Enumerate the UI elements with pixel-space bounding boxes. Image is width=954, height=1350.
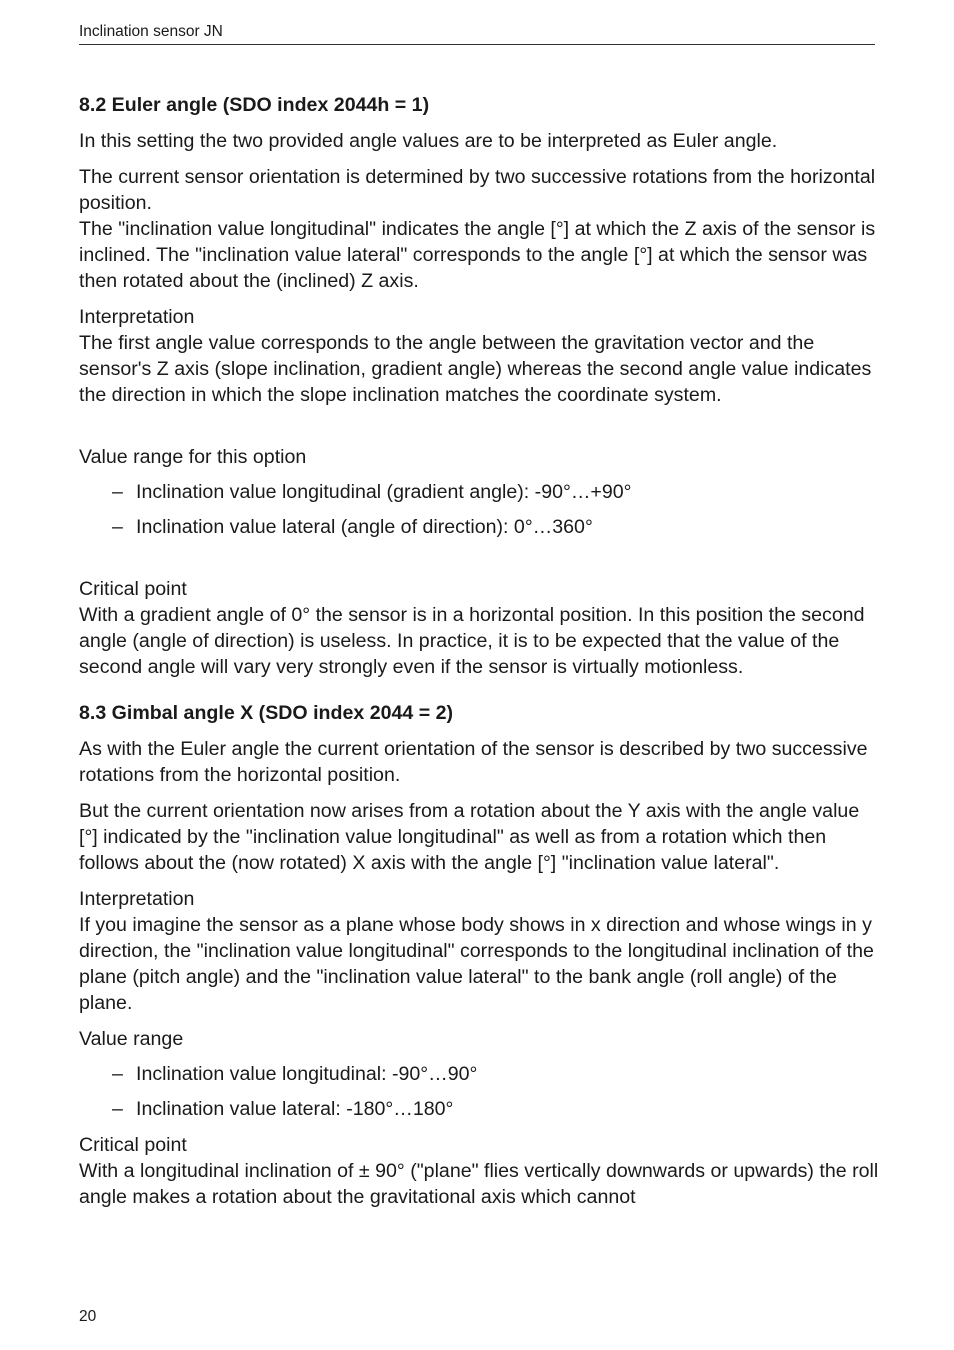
paragraph: In this setting the two provided angle values are to be interpreted as Euler angle. [79, 130, 778, 152]
list-marker: – [112, 1063, 123, 1085]
paragraph: As with the Euler angle the current orientation of the sensor is described by two successive rotations from the horizontal position. [79, 738, 868, 786]
page-number: 20 [79, 1308, 97, 1325]
list-item [79, 479, 879, 505]
list-item [79, 1096, 879, 1122]
list-item-text: Inclination value longitudinal: -90°…90° [136, 1063, 478, 1085]
list-item-text: Inclination value longitudinal (gradient angle): -90°…+90° [136, 481, 632, 503]
interpretation-text: If you imagine the sensor as a plane whose body shows in x direction and whose wings in y direction, the "inclination value longitudinal" corresponds to the longitudinal inclination of the plane (pitch angle) and the "inclination value lateral" to the bank angle (roll angle) of the plane. [79, 914, 874, 1014]
value-range-list [79, 1061, 879, 1122]
value-range-label: Value range for this option [79, 446, 307, 468]
list-item-text: Inclination value lateral (angle of direction): 0°…360° [136, 516, 593, 538]
section-heading-8-3: 8.3 Gimbal angle X (SDO index 2044 = 2) [79, 702, 454, 724]
interpretation-label: Interpretation [79, 306, 195, 328]
critical-point-text: With a longitudinal inclination of ± 90° ("plane" flies vertically downwards or upwards) the roll angle makes a rotation about the gravitational axis which cannot [79, 1160, 879, 1208]
list-marker: – [112, 1098, 123, 1120]
value-range-label: Value range [79, 1028, 184, 1050]
list-item [79, 1061, 879, 1087]
section-heading-8-2: 8.2 Euler angle (SDO index 2044h = 1) [79, 94, 430, 116]
critical-point-label: Critical point [79, 578, 187, 600]
page-footer [79, 1307, 96, 1327]
document-title: Inclination sensor JN [79, 23, 223, 40]
paragraph: But the current orientation now arises from a rotation about the Y axis with the angle value [°] indicated by the "inclination value longitudinal" as well as from a rotation which then follows about the (now rotated) X axis with the angle [°] "inclination value lateral". [79, 800, 860, 874]
interpretation-text: The first angle value corresponds to the angle between the gravitation vector and the sensor's Z axis (slope inclination, gradient angle) whereas the second angle value indicates the direction in which the slope inclination matches the coordinate system. [79, 332, 872, 406]
critical-point-label: Critical point [79, 1134, 187, 1156]
list-item [79, 514, 879, 540]
list-marker: – [112, 516, 123, 538]
paragraph: The "inclination value longitudinal" indicates the angle [°] at which the Z axis of the sensor is inclined. The "inclination value lateral" corresponds to the angle [°] at which the sensor was then rotated about the (inclined) Z axis. [79, 218, 876, 292]
value-range-list [79, 479, 879, 540]
paragraph: The current sensor orientation is determined by two successive rotations from the horizontal position. [79, 166, 876, 214]
list-marker: – [112, 481, 123, 503]
critical-point-text: With a gradient angle of 0° the sensor is in a horizontal position. In this position the second angle (angle of direction) is useless. In practice, it is to be expected that the value of the second angle will vary very strongly even if the sensor is virtually motionless. [79, 604, 865, 678]
list-item-text: Inclination value lateral: -180°…180° [136, 1098, 454, 1120]
page-content [79, 92, 879, 1210]
running-header [79, 22, 875, 45]
interpretation-label: Interpretation [79, 888, 195, 910]
